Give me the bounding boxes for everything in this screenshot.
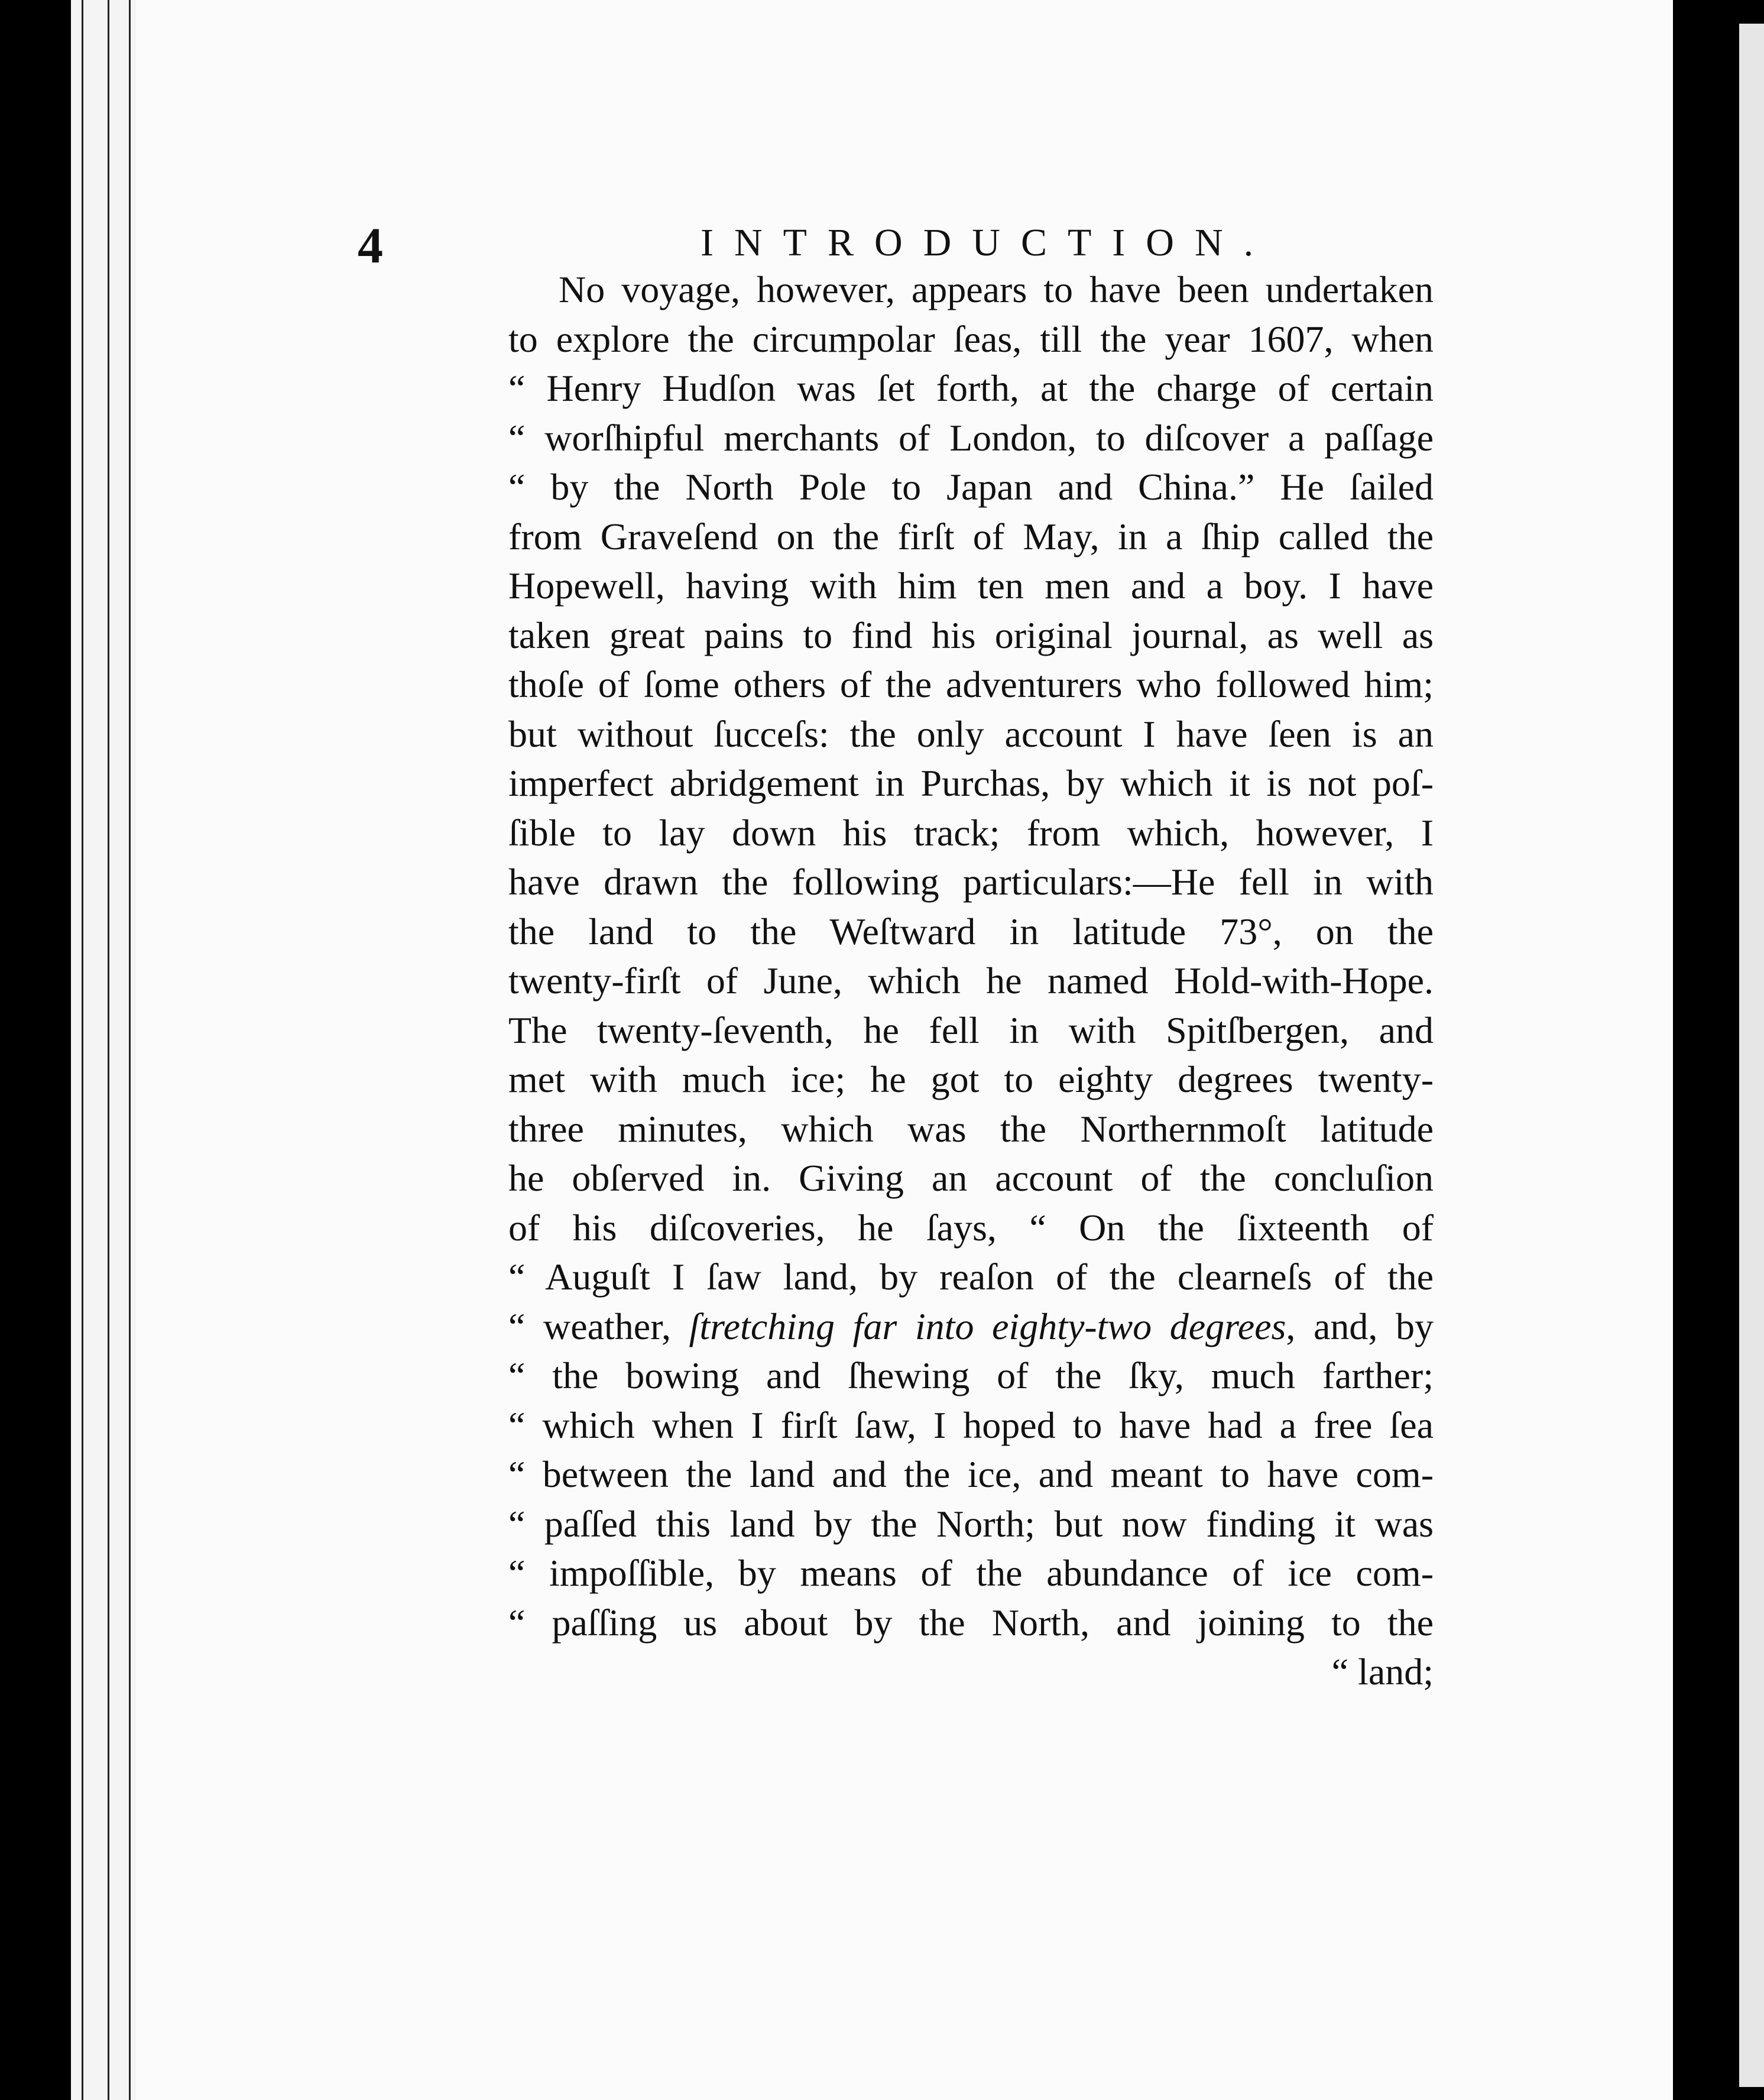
text-line: “ impoſſible, by means of the abundance of ice com- xyxy=(508,1552,1434,1594)
text-line-italic xyxy=(508,1302,1434,1352)
text-line: “ paſſed this land by the North; but now finding it was xyxy=(508,1502,1434,1545)
text-line: three minutes, which was the Northernmoſt latitude xyxy=(508,1107,1434,1150)
text-line: “ by the North Pole to Japan and China.” He ſailed xyxy=(508,466,1434,508)
text-line: “ Auguſt I ſaw land, by reaſon of the clearneſs of the xyxy=(508,1256,1434,1298)
text-line: of his diſcoveries, he ſays, “ On the ſixteenth of xyxy=(508,1206,1434,1249)
text-line: the land to the Weſtward in latitude 73°, on the xyxy=(508,910,1434,952)
italic-phrase: ſtretching far into eighty-two degrees xyxy=(689,1305,1286,1347)
text-line: twenty-firſt of June, which he named Hold-with-Hope. xyxy=(508,960,1434,1002)
text-line: The twenty-ſeventh, he fell in with Spitſbergen, and xyxy=(508,1009,1434,1051)
text-line: he obſerved in. Giving an account of the concluſion xyxy=(508,1157,1434,1199)
text-segment: “ weather, xyxy=(508,1305,689,1347)
text-line: Hopewell, having with him ten men and a boy. I have xyxy=(508,565,1434,607)
text-line: to explore the circumpolar ſeas, till the year 1607, when xyxy=(508,317,1434,360)
text-line: “ between the land and the ice, and meant to have com- xyxy=(508,1453,1434,1495)
page-number: 4 xyxy=(358,217,383,274)
facing-page-edge xyxy=(1739,24,1764,2087)
text-line: “ worſhipful merchants of London, to diſcover a paſſage xyxy=(508,416,1434,459)
text-line: have drawn the following particulars:—He fell in with xyxy=(508,861,1434,903)
running-head: INTRODUCTION. xyxy=(701,221,1275,264)
text-line: “ which when I firſt ſaw, I hoped to have had a free ſea xyxy=(508,1404,1434,1446)
text-line: met with much ice; he got to eighty degrees twenty- xyxy=(508,1058,1434,1100)
text-line: taken great pains to find his original journal, as well as xyxy=(508,614,1434,656)
text-line: “ Henry Hudſon was ſet forth, at the charge of certain xyxy=(508,367,1434,409)
text-line: thoſe of ſome others of the adventurers who followed him; xyxy=(508,663,1434,705)
text-line: from Graveſend on the firſt of May, in a ſhip called the xyxy=(508,515,1434,558)
text-line: No voyage, however, appears to have been undertaken xyxy=(559,268,1434,310)
catchword: “ land; xyxy=(1331,1651,1434,1693)
text-line: ſible to lay down his track; from which, however, I xyxy=(508,811,1434,854)
text-line: imperfect abridgement in Purchas, by which it is not poſ- xyxy=(508,762,1434,804)
text-line: “ paſſing us about by the North, and joining to the xyxy=(508,1601,1434,1644)
text-segment: , and, by xyxy=(1286,1305,1434,1347)
body-text xyxy=(508,265,1434,1697)
text-line: “ the bowing and ſhewing of the ſky, much farther; xyxy=(508,1354,1434,1396)
text-line: but without ſucceſs: the only account I have ſeen is an xyxy=(508,712,1434,755)
